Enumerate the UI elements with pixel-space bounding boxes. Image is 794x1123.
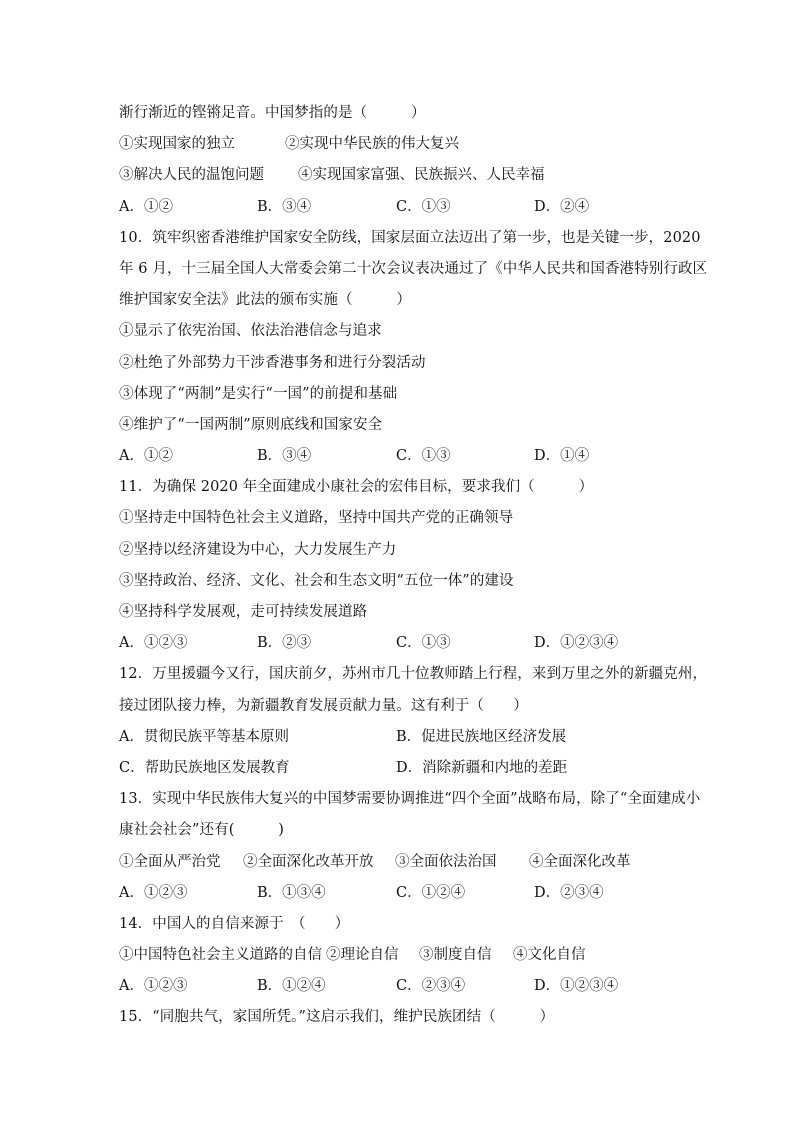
q9-option-a[interactable]: A．①② <box>119 198 173 215</box>
q13-option-a[interactable]: A．①②③ <box>119 884 188 901</box>
q14-option-b[interactable]: B．①②④ <box>257 978 326 995</box>
q10-option-b[interactable]: B．③④ <box>257 448 312 465</box>
q10-stem-line1: 10．筑牢织密香港维护国家安全防线，国家层面立法迈出了第一步，也是关键一步，2020 <box>119 229 701 246</box>
q13-stem-line2: 康社会社会”还有( ) <box>119 822 285 839</box>
q13-statement-4: ④全面深化改革 <box>529 853 631 870</box>
q11-option-a[interactable]: A．①②③ <box>119 635 188 652</box>
q11-option-d[interactable]: D．①②③④ <box>534 635 619 652</box>
q13-option-d[interactable]: D．②③④ <box>534 884 604 901</box>
q11-statement-2: ②坚持以经济建设为中心，大力发展生产力 <box>119 541 397 558</box>
q12-option-d[interactable]: D．消除新疆和内地的差距 <box>396 759 568 776</box>
q10-stem-line2: 年 6 月，十三届全国人大常委会第二十次会议表决通过了《中华人民共和国香港特别行政区 <box>119 260 708 277</box>
q9-statements-row1 <box>119 129 694 160</box>
question-list <box>119 98 708 1034</box>
q9-option-b[interactable]: B．③④ <box>257 198 312 215</box>
q10-statement-3: ③体现了“两制”是实行“一国”的前提和基础 <box>119 385 398 402</box>
q14-statements <box>119 940 694 971</box>
q10-statement-1: ①显示了依宪治国、依法治港信念与追求 <box>119 323 382 340</box>
q9-options <box>119 192 694 223</box>
q12-options-row1 <box>119 722 694 753</box>
q13-statement-1: ①全面从严治党 <box>119 853 221 870</box>
q11-stem: 11．为确保 2020 年全面建成小康社会的宏伟目标，要求我们（ ） <box>119 479 594 496</box>
q12-option-c[interactable]: C．帮助民族地区发展教育 <box>119 759 290 776</box>
q11-statement-4: ④坚持科学发展观，走可持续发展道路 <box>119 604 368 620</box>
q9-option-d[interactable]: D．②④ <box>534 198 590 215</box>
q9-statements-row2 <box>119 160 694 191</box>
q13-statement-2: ②全面深化改革开放 <box>243 853 374 870</box>
q14-statement-3: ③制度自信 <box>419 947 492 964</box>
q11-options <box>119 628 694 659</box>
q9-statement-3: ③解决人民的温饱问题 <box>119 167 264 184</box>
q11-statement-1: ①坚持走中国特色社会主义道路，坚持中国共产党的正确领导 <box>119 510 514 527</box>
q9-statement-2: ②实现中华民族的伟大复兴 <box>285 136 459 153</box>
q14-option-c[interactable]: C．②③④ <box>396 978 466 995</box>
q9-statement-1: ①实现国家的独立 <box>119 136 235 153</box>
q13-statement-3: ③全面依法治国 <box>395 853 497 870</box>
q13-option-b[interactable]: B．①③④ <box>257 884 326 901</box>
q14-statement-4: ④文化自信 <box>513 947 586 964</box>
q12-option-b[interactable]: B．促进民族地区经济发展 <box>396 728 567 745</box>
q10-options <box>119 441 694 472</box>
q13-statements <box>119 847 694 878</box>
q12-options-row2 <box>119 753 694 784</box>
q11-option-c[interactable]: C．①③ <box>396 635 451 652</box>
q10-stem-line3: 维护国家安全法》此法的颁布实施（ ） <box>119 292 411 309</box>
q10-statement-4: ④维护了“一国两制”原则底线和国家安全 <box>119 416 383 433</box>
q10-statement-2: ②杜绝了外部势力干涉香港事务和进行分裂活动 <box>119 354 426 371</box>
q11-statement-3: ③坚持政治、经济、文化、社会和生态文明“五位一体”的建设 <box>119 572 514 589</box>
q13-options <box>119 878 694 909</box>
q11-option-b[interactable]: B．②③ <box>257 635 312 652</box>
q12-stem-line2: 接过团队接力棒，为新疆教育发展贡献力量。这有利于（ ） <box>119 697 528 714</box>
q9-statement-4: ④实现国家富强、民族振兴、人民幸福 <box>298 167 545 184</box>
q10-option-a[interactable]: A．①② <box>119 448 173 465</box>
q14-option-a[interactable]: A．①②③ <box>119 978 188 995</box>
q14-options <box>119 971 694 1002</box>
q13-stem-line1: 13．实现中华民族伟大复兴的中国梦需要协调推进“四个全面”战略布局，除了“全面建成小 <box>119 791 701 808</box>
q10-option-d[interactable]: D．①④ <box>534 448 590 465</box>
q9-option-c[interactable]: C．①③ <box>396 198 451 215</box>
q12-stem-line1: 12．万里援疆今又行，国庆前夕，苏州市几十位教师踏上行程，来到万里之外的新疆克州， <box>119 666 708 683</box>
q14-option-d[interactable]: D．①②③④ <box>534 978 619 995</box>
q15-stem: 15．“同胞共气，家国所凭。”这启示我们，维护民族团结（ ） <box>119 1009 555 1026</box>
q14-stem: 14．中国人的自信来源于 （ ） <box>119 915 350 932</box>
q14-statement-1: ①中国特色社会主义道路的自信 <box>119 947 322 964</box>
q12-option-a[interactable]: A．贯彻民族平等基本原则 <box>119 728 289 745</box>
q10-option-c[interactable]: C．①③ <box>396 448 451 465</box>
q14-statement-2: ②理论自信 <box>326 947 399 964</box>
q9-stem-tail: 渐行渐近的铿锵足音。中国梦指的是（ ） <box>119 105 426 121</box>
q13-option-c[interactable]: C．①②④ <box>396 884 466 901</box>
